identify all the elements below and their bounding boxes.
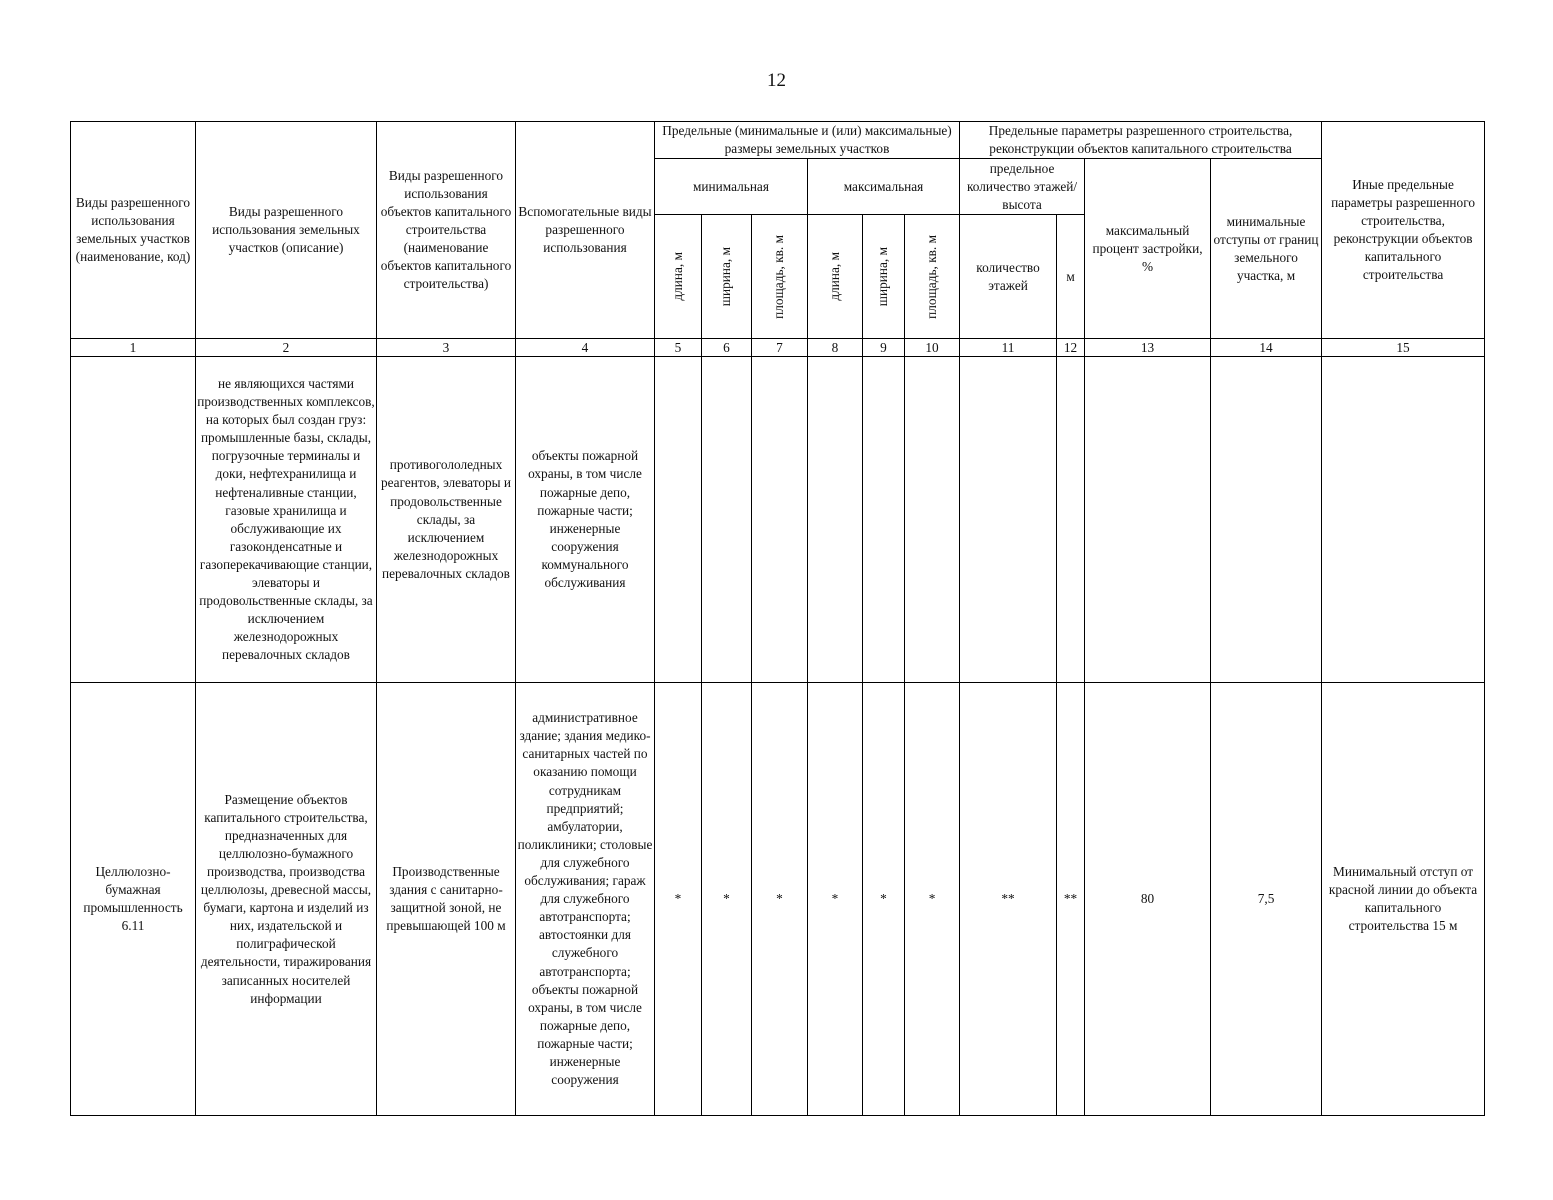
cell-land-use-description: не являющихся частями производственных комплексов, на которых был создан груз: промышленные базы, склады, погрузочные терминалы и доки, нефтехранилища и нефтеналивные станции, газовые хранилища и обслуживающие их газоконденсатные и газоперекачивающие станции, элеваторы и продовольственные склады, за исключением железнодорожных перевалочных складов: [196, 357, 377, 683]
cell-auxiliary-use: административное здание; здания медико-санитарных частей по оказанию помощи сотрудникам предприятий; амбулатории, поликлиники; столовые для служебного обслуживания; гараж для служебного автотранспорта; автостоянки для служебного автотранспорта; объекты пожарной охраны, в том числе пожарные депо, пожарные части; инженерные сооружения: [516, 683, 655, 1116]
cell-max-area: [905, 357, 960, 683]
cell-floors: **: [960, 683, 1057, 1116]
column-number: 1: [71, 339, 196, 357]
land-use-regulations-table: [70, 121, 1485, 1116]
cell-max-width: [863, 357, 905, 683]
table-row: [71, 357, 1485, 683]
column-number: 2: [196, 339, 377, 357]
header-land-use-description: Виды разрешенного использования земельных участков (описание): [196, 122, 377, 339]
column-number: 3: [377, 339, 516, 357]
cell-min-area: *: [752, 683, 808, 1116]
column-number: 8: [808, 339, 863, 357]
header-max-build-percent: максимальный процент застройки, %: [1085, 159, 1211, 339]
cell-land-use-type: Целлюлозно-бумажная промышленность 6.11: [71, 683, 196, 1116]
header-max-width: ширина, м: [863, 215, 905, 339]
page-number: 12: [767, 70, 786, 91]
cell-max-build-percent: [1085, 357, 1211, 683]
column-number: 4: [516, 339, 655, 357]
cell-min-length: *: [655, 683, 702, 1116]
header-minimum: минимальная: [655, 159, 808, 215]
cell-max-build-percent: 80: [1085, 683, 1211, 1116]
cell-min-width: *: [702, 683, 752, 1116]
cell-max-area: *: [905, 683, 960, 1116]
column-number: 12: [1057, 339, 1085, 357]
header-min-width: ширина, м: [702, 215, 752, 339]
cell-min-width: [702, 357, 752, 683]
header-auxiliary-use: Вспомогательные виды разрешенного использования: [516, 122, 655, 339]
column-number: 11: [960, 339, 1057, 357]
column-number: 14: [1211, 339, 1322, 357]
cell-floors: [960, 357, 1057, 683]
header-meters: м: [1057, 215, 1085, 339]
header-min-area: площадь, кв. м: [752, 215, 808, 339]
header-max-length: длина, м: [808, 215, 863, 339]
cell-min-area: [752, 357, 808, 683]
header-floors-height: предельное количество этажей/высота: [960, 159, 1085, 215]
cell-construction-use-type: Производственные здания с санитарно-защитной зоной, не превышающей 100 м: [377, 683, 516, 1116]
column-number: 15: [1322, 339, 1485, 357]
cell-other-limits: Минимальный отступ от красной линии до объекта капитального строительства 15 м: [1322, 683, 1485, 1116]
cell-max-length: [808, 357, 863, 683]
column-number: 6: [702, 339, 752, 357]
cell-meters: **: [1057, 683, 1085, 1116]
cell-max-length: *: [808, 683, 863, 1116]
cell-land-use-description: Размещение объектов капитального строительства, предназначенных для целлюлозно-бумажного производства, производства целлюлозы, древесной массы, бумаги, картона и изделий из них, издательской и полиграфической деятельности, тиражирования записанных носителей информации: [196, 683, 377, 1116]
header-max-area: площадь, кв. м: [905, 215, 960, 339]
column-number: 10: [905, 339, 960, 357]
header-plot-size-limits: Предельные (минимальные и (или) максимальные) размеры земельных участков: [655, 122, 960, 159]
header-maximum: максимальная: [808, 159, 960, 215]
cell-auxiliary-use: объекты пожарной охраны, в том числе пожарные депо, пожарные части; инженерные сооружения коммунального обслуживания: [516, 357, 655, 683]
header-min-length: длина, м: [655, 215, 702, 339]
cell-min-setback: 7,5: [1211, 683, 1322, 1116]
cell-land-use-type: [71, 357, 196, 683]
table-row: [71, 683, 1485, 1116]
cell-meters: [1057, 357, 1085, 683]
cell-min-length: [655, 357, 702, 683]
cell-max-width: *: [863, 683, 905, 1116]
column-number: 13: [1085, 339, 1211, 357]
cell-other-limits: [1322, 357, 1485, 683]
header-row-1: [71, 122, 1485, 159]
cell-min-setback: [1211, 357, 1322, 683]
header-other-limits: Иные предельные параметры разрешенного строительства, реконструкции объектов капитального строительства: [1322, 122, 1485, 339]
header-land-use-type: Виды разрешенного использования земельных участков (наименование, код): [71, 122, 196, 339]
column-number-row: [71, 339, 1485, 357]
header-floors: количество этажей: [960, 215, 1057, 339]
header-construction-use-type: Виды разрешенного использования объектов капитального строительства (наименование объектов капитального строительства): [377, 122, 516, 339]
column-number: 9: [863, 339, 905, 357]
column-number: 7: [752, 339, 808, 357]
cell-construction-use-type: противогололедных реагентов, элеваторы и продовольственные склады, за исключением железнодорожных перевалочных складов: [377, 357, 516, 683]
header-construction-limits: Предельные параметры разрешенного строительства, реконструкции объектов капитального строительства: [960, 122, 1322, 159]
header-min-setback: минимальные отступы от границ земельного участка, м: [1211, 159, 1322, 339]
column-number: 5: [655, 339, 702, 357]
